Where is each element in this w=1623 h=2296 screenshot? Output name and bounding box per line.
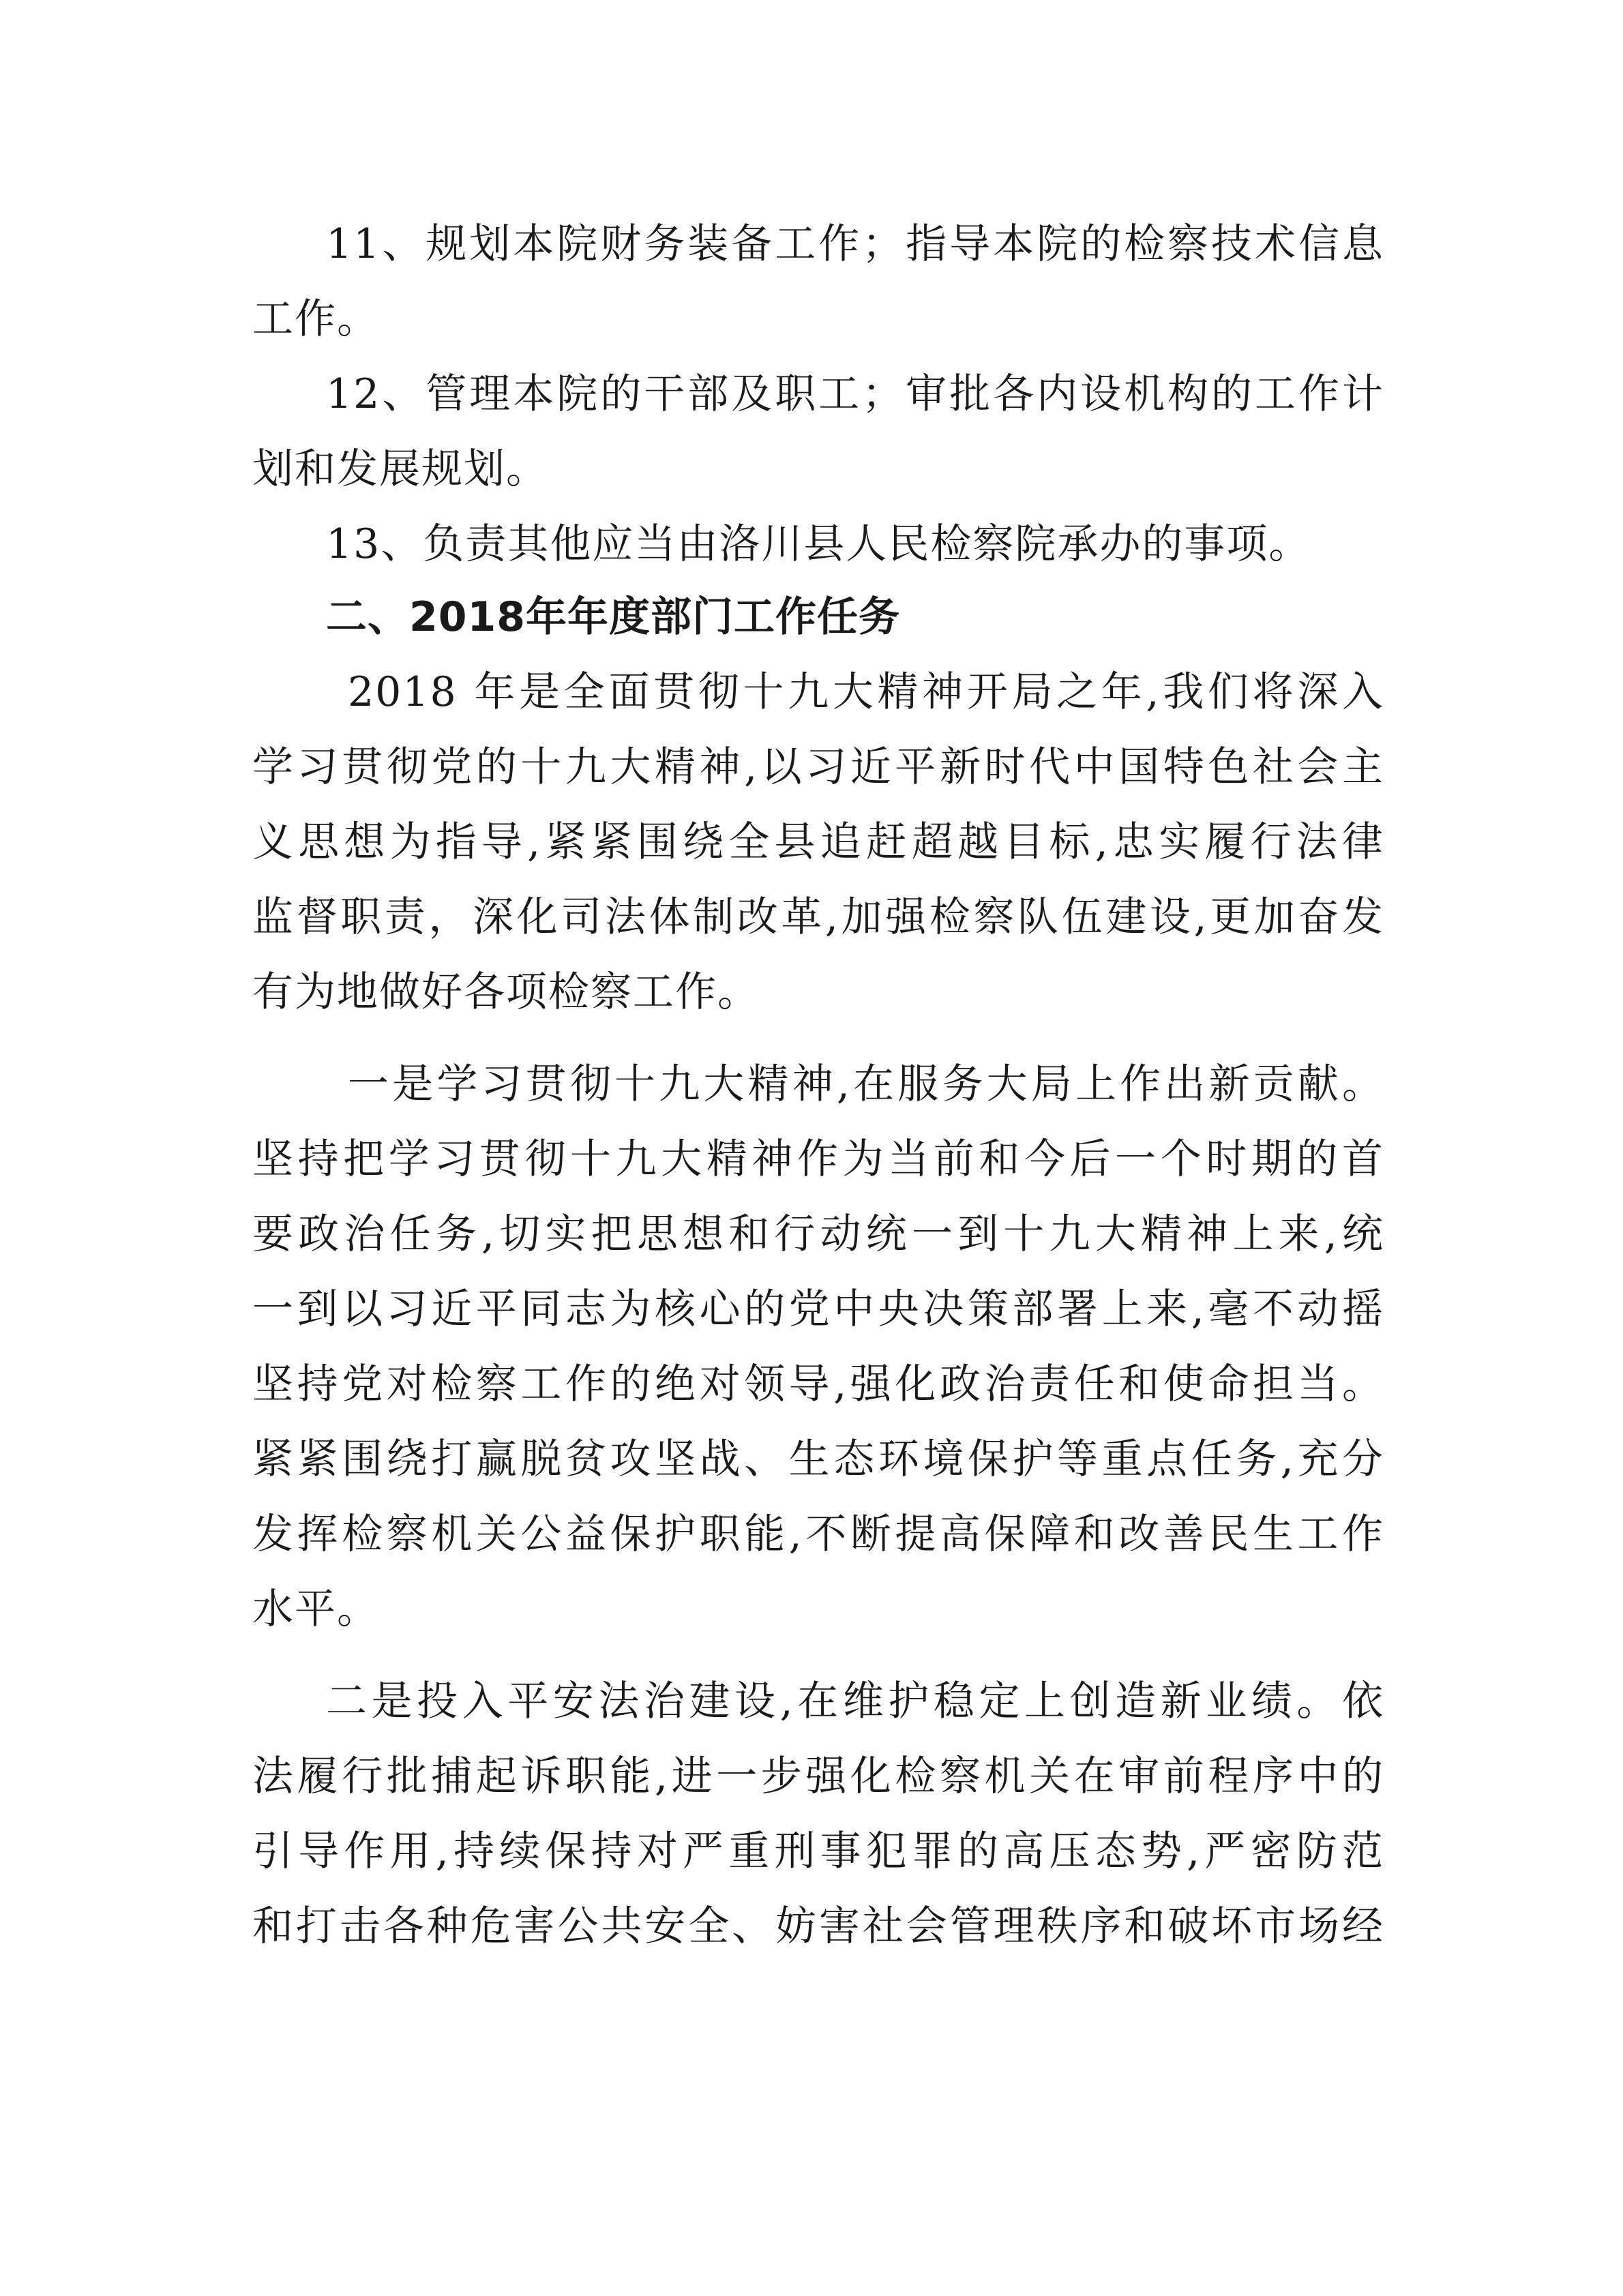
point-two-line-4: 和打击各种危害公共安全、妨害社会管理秩序和破坏市场经	[252, 1903, 1384, 1950]
point-two-line-2: 法履行批捕起诉职能,进一步强化检察机关在审前程序中的	[252, 1753, 1384, 1800]
point-two-line-3: 引导作用,持续保持对严重刑事犯罪的高压态势,严密防范	[252, 1828, 1384, 1875]
point-two-line-1: 二是投入平安法治建设,在维护稳定上创造新业绩。依	[326, 1678, 1384, 1725]
item-13-line: 13、负责其他应当由洛川县人民检察院承办的事项。	[326, 520, 1311, 568]
point-one-line-5: 坚持党对检察工作的绝对领导,强化政治责任和使命担当。	[252, 1360, 1384, 1408]
point-one-line-2: 坚持把学习贯彻十九大精神作为当前和今后一个时期的首	[252, 1135, 1384, 1183]
intro-paragraph-line-5: 有为地做好各项检察工作。	[252, 968, 760, 1016]
point-one-line-7: 发挥检察机关公益保护职能,不断提高保障和改善民生工作	[252, 1510, 1384, 1558]
section-heading: 二、2018年年度部门工作任务	[326, 593, 900, 641]
intro-paragraph-line-4: 监督职责，深化司法体制改革,加强检察队伍建设,更加奋发	[252, 893, 1384, 941]
item-11-line-2: 工作。	[252, 295, 379, 343]
item-12-line-2: 划和发展规划。	[252, 445, 548, 493]
item-11-line-1: 11、规划本院财务装备工作；指导本院的检察技术信息	[326, 220, 1384, 268]
item-12-line-1: 12、管理本院的干部及职工；审批各内设机构的工作计	[326, 370, 1384, 418]
intro-paragraph-line-2: 学习贯彻党的十九大精神,以习近平新时代中国特色社会主	[252, 743, 1384, 791]
point-one-line-1: 一是学习贯彻十九大精神,在服务大局上作出新贡献。	[348, 1060, 1384, 1108]
point-one-line-3: 要政治任务,切实把思想和行动统一到十九大精神上来,统	[252, 1210, 1384, 1258]
intro-paragraph-line-3: 义思想为指导,紧紧围绕全县追赶超越目标,忠实履行法律	[252, 818, 1384, 866]
point-one-line-8: 水平。	[252, 1585, 379, 1633]
intro-paragraph-line-1: 2018 年是全面贯彻十九大精神开局之年,我们将深入	[348, 668, 1384, 716]
point-one-line-6: 紧紧围绕打赢脱贫攻坚战、生态环境保护等重点任务,充分	[252, 1435, 1384, 1483]
point-one-line-4: 一到以习近平同志为核心的党中央决策部署上来,毫不动摇	[252, 1285, 1384, 1333]
